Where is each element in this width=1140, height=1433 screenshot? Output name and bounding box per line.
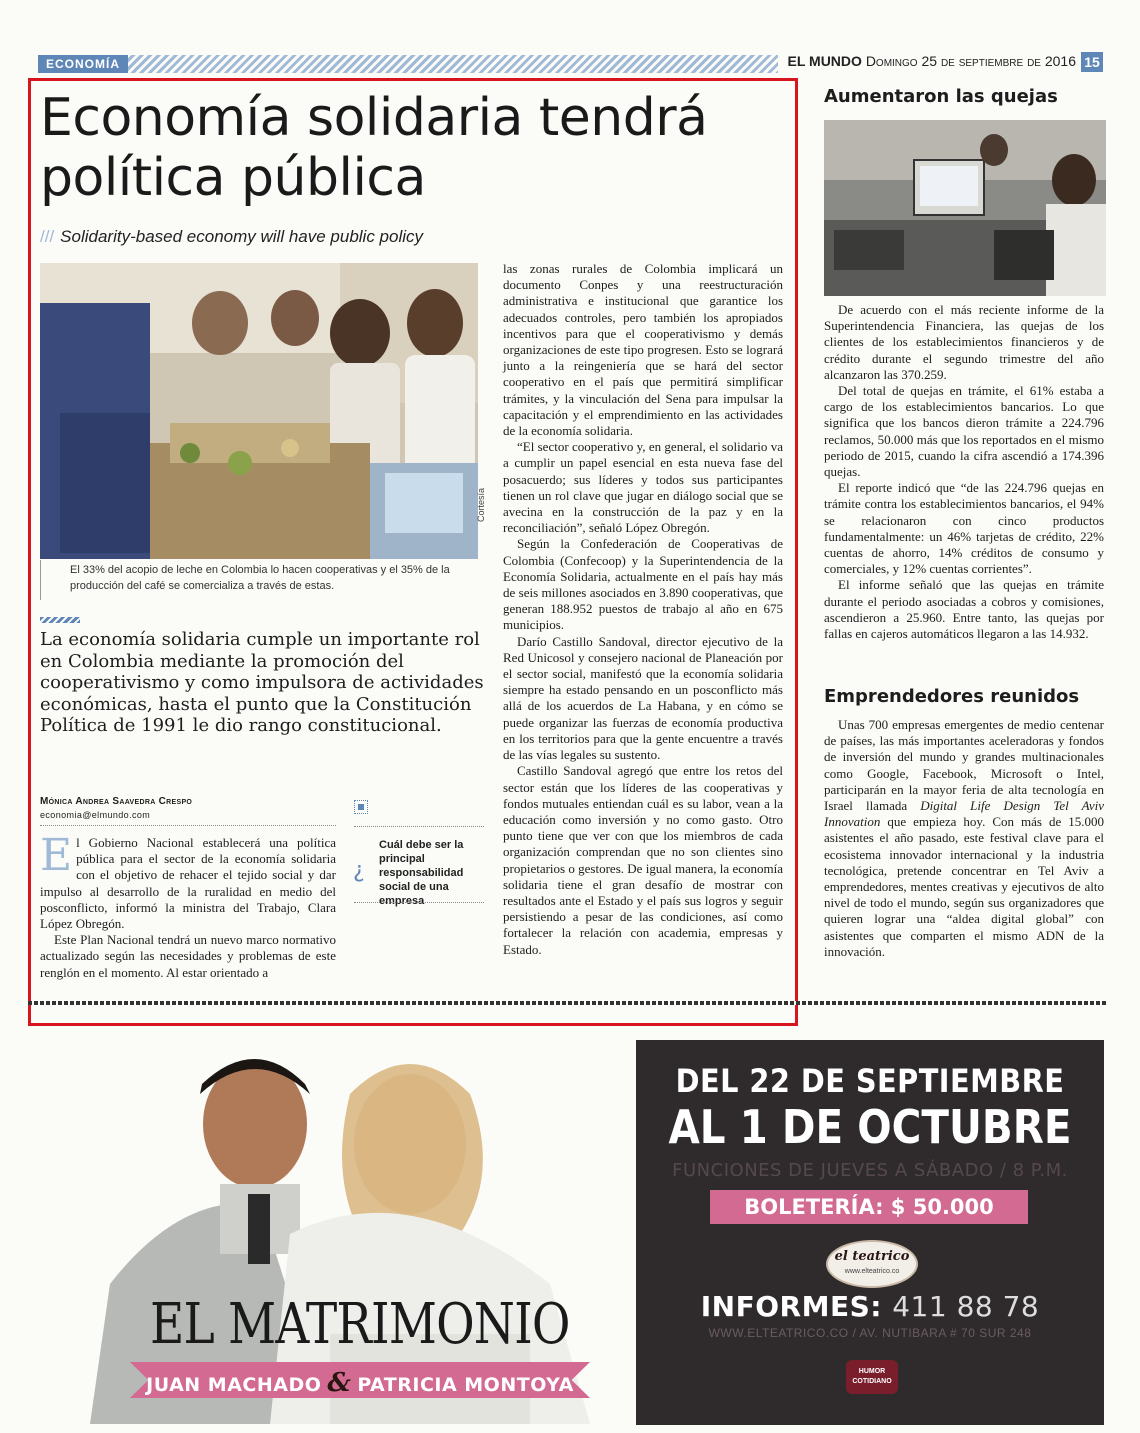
article-lead: La economía solidaria cumple un importante rol en Colombia mediante la promoción del cooperativismo y como impulsora de actividades económicas, hasta el punto que la Constitución Política de 1991 le dio rango constitucional. <box>40 629 484 736</box>
ad-ampersand: & <box>327 1368 352 1398</box>
author-divider <box>40 825 336 826</box>
market-scene-image <box>40 263 478 559</box>
humor-badge: HUMOR COTIDIANO <box>846 1360 898 1394</box>
column-2-paragraph-4: Darío Castillo Sandoval, director ejecutivo de la Red Unicosol y consejero nacional de Planeación por el sector social, manifestó que la economía solidaria siempre ha estado pensando en un posconflicto más allá de los acuerdos de La Habana, y en cómo se puede organizar las fuerzas de economía productiva en los territorios para que la gente encuentre a través de las vías legales su sustento. <box>503 633 783 763</box>
ad-ticket-price: BOLETERÍA: $ 50.000 <box>710 1190 1028 1224</box>
column-2-paragraph-3: Según la Confederación de Cooperativas de Colombia (Confecoop) y la Superintendencia de la Economía Solidaria, actualmente en el país hay más de seis millones asociados en 3.890 cooperativas, que generan 188.952 puestos de trabajo al año en 675 municipios. <box>503 536 783 633</box>
ad-contact <box>636 1290 1104 1323</box>
paper-name: EL MUNDO <box>787 53 862 69</box>
venue-logo <box>826 1240 918 1288</box>
ad-actor-1: JUAN MACHADO <box>146 1374 322 1396</box>
column-2-paragraph-1: las zonas rurales de Colombia implicará un documento Conpes y una reestructuración administrativa e institucional que garantice los adecuados controles, pero también los apropiados incentivos para que el cooperativismo y demás organizaciones de este tipo progresen. Esto se logrará junto a la reingeniería que se hará del sector cooperativo en el país que permitirá simplificar trámites, y la vinculación del Sena para impulsar la capacitación y el emprendimiento en las actividades de la economía solidaria. <box>503 261 783 439</box>
sidebar-title-entrepreneurs: Emprendedores reunidos <box>824 686 1080 707</box>
sidebar-paragraph-3: El reporte indicó que “de las 224.796 quejas en trámite contra los establecimientos bancarios, el 94% se relacionaron con cinco productos fundamentalmente: un 46% tarjetas de crédito, 22% cuentas de ahorro, 14% créditos de consumo y comerciales, y 12% cuentas corrientes”. <box>824 480 1104 577</box>
poll-divider-bottom <box>354 902 484 903</box>
sidebar-paragraph-5-a: Unas 700 empresas emergentes de medio centenar de países, las más importantes aceleradoras y fondos de inversión del mundo y grandes multinacionales como Google, Facebook, Microsoft o Intel, participarán en la mayor feria de alta tecnología en Israel llamada <box>824 717 1104 814</box>
column-1-paragraph-2: Este Plan Nacional tendrá un nuevo marco normativo actualizado según las necesidades y problemas de este renglón en el momento. Al estar orientado a <box>40 932 336 980</box>
article-subhead <box>40 227 423 247</box>
bank-counter-photo <box>824 120 1106 296</box>
sidebar-paragraph-2: Del total de quejas en trámite, el 61% estaba a cargo de los establecimientos bancarios. Lo que significa que los bancos dieron trámite a 224.796 reclamos, 50.000 más que los reportados en el mismo periodo de 2015, cuando la cifra ascendió a 174.396 quejas. <box>824 383 1104 480</box>
issue-date: Domingo 25 de septiembre de 2016 <box>865 53 1076 69</box>
cooperative-photo <box>40 263 478 559</box>
sidebar-complaints-text <box>824 302 1104 642</box>
lead-decoration <box>40 617 80 623</box>
poll-question: Cuál debe ser la principal responsabilidad social de una empresa <box>379 839 464 907</box>
ad-date-from: DEL 22 DE SEPTIEMBRE <box>675 1062 1065 1100</box>
photo-credit: Cortesía <box>476 487 486 522</box>
poll-divider-top <box>354 826 484 827</box>
article-headline: Economía solidaria tendrá política pública <box>40 88 708 208</box>
ad-info-number: 411 88 78 <box>892 1290 1040 1323</box>
venue-url: www.elteatrico.co <box>844 1268 900 1275</box>
bank-scene-image <box>824 120 1106 296</box>
ad-actor-2: PATRICIA MONTOYA <box>357 1374 574 1396</box>
poll-icon <box>354 800 368 814</box>
event-name: Digital Life Design Tel Aviv Innovation <box>824 798 1105 830</box>
article-column-1 <box>40 830 336 981</box>
sidebar-paragraph-5 <box>824 717 1104 960</box>
venue-name: el teatrico <box>834 1249 910 1264</box>
page-number: 15 <box>1081 52 1103 72</box>
sidebar-title-complaints: Aumentaron las quejas <box>824 86 1058 107</box>
dateline <box>788 53 1077 69</box>
subhead-text: Solidarity-based economy will have public policy <box>60 227 424 246</box>
section-tag <box>38 55 778 73</box>
section-label: ECONOMÍA <box>38 55 128 73</box>
ad-info-label: INFORMES: <box>700 1290 882 1323</box>
sidebar-paragraph-5-b: que empieza hoy. Con más de 15.000 asistentes el año pasado, este festival clave para el ecosistema innovador internacional y la industria tecnológica, pretende concentrar en Tel Aviv a emprendedores, mentes creativas y ejecutivos de alto nivel de todo el mundo, según sus organizadores que quieren lograr una “aldea digital global” con asistentes que comparten el mismo ADN de la innovación. <box>824 814 1104 959</box>
photo-caption: El 33% del acopio de leche en Colombia lo hacen cooperativas y el 35% de la producción del café se comercializa a través de estas. <box>70 564 450 592</box>
ad-show-title: EL MATRIMONIO <box>150 1292 570 1357</box>
question-mark-icon: ¿ <box>353 858 365 883</box>
page-divider <box>28 1001 1106 1005</box>
drop-cap: E <box>40 830 73 881</box>
ad-cast <box>140 1368 580 1398</box>
ad-address: WWW.ELTEATRICO.CO / AV. NUTIBARA # 70 SUR 248 <box>708 1326 1032 1340</box>
column-2-paragraph-5: Castillo Sandoval agregó que entre los retos del sector están que los líderes de las cooperativas y fondos mutuales entiendan cuál es su labor, vean a la educación como inversión y no como gasto. Otro punto tiene que ver con que los miembros de cada organización comprendan que no son clientes sino propietarios o gestores. De igual manera, la economía solidaria tiene el gran desafío de mostrar con resultados ante el Estado y el país sus logros y seguir persistiendo a pesar de las condiciones, así como fortalecer la relación con academia, empresas y Estado. <box>503 763 783 957</box>
column-1-paragraph-1-text: l Gobierno Nacional establecerá una política pública para el sector de la economía solidaria con el objetivo de rehacer el tejido social y dar impulso al desarrollo de la ruralidad en medio del posconflicto, informó la ministra del Trabajo, Clara López Obregón. <box>40 835 336 932</box>
author-name: Mónica Andrea Saavedra Crespo <box>40 796 193 807</box>
sidebar-paragraph-4: El informe señaló que las quejas en trámite durante el periodo asociadas a cobros y comisiones, ascendieron a 25.960. Entre tanto, las quejas por fallas en cajeros automáticos llegaron a las 14.932. <box>824 577 1104 642</box>
author-email: economia@elmundo.com <box>40 810 151 820</box>
column-2-paragraph-2: “El sector cooperativo y, en general, el solidario va a cumplir un papel esencial en esta nueva fase del posacuerdo; sus líderes y todos sus participantes tienen un rol clave que jugar en diálogo social que se avecina en la construcción de la paz y en la reconciliación”, señaló López Obregón. <box>503 439 783 536</box>
ad-schedule: FUNCIONES DE JUEVES A SÁBADO / 8 P.M. <box>672 1160 1068 1181</box>
caption-marker <box>40 560 58 600</box>
sidebar-entrepreneurs-text <box>824 717 1104 960</box>
column-1-paragraph-1 <box>40 830 336 932</box>
ad-date-to: AL 1 DE OCTUBRE <box>668 1100 1072 1154</box>
subhead-slashes: /// <box>40 227 55 246</box>
article-column-2 <box>503 261 783 958</box>
sidebar-paragraph-1: De acuerdo con el más reciente informe de la Superintendencia Financiera, las quejas de los clientes de los establecimientos financieros y de crédito durante el segundo trimestre del año alcanzaron las 370.259. <box>824 302 1104 382</box>
